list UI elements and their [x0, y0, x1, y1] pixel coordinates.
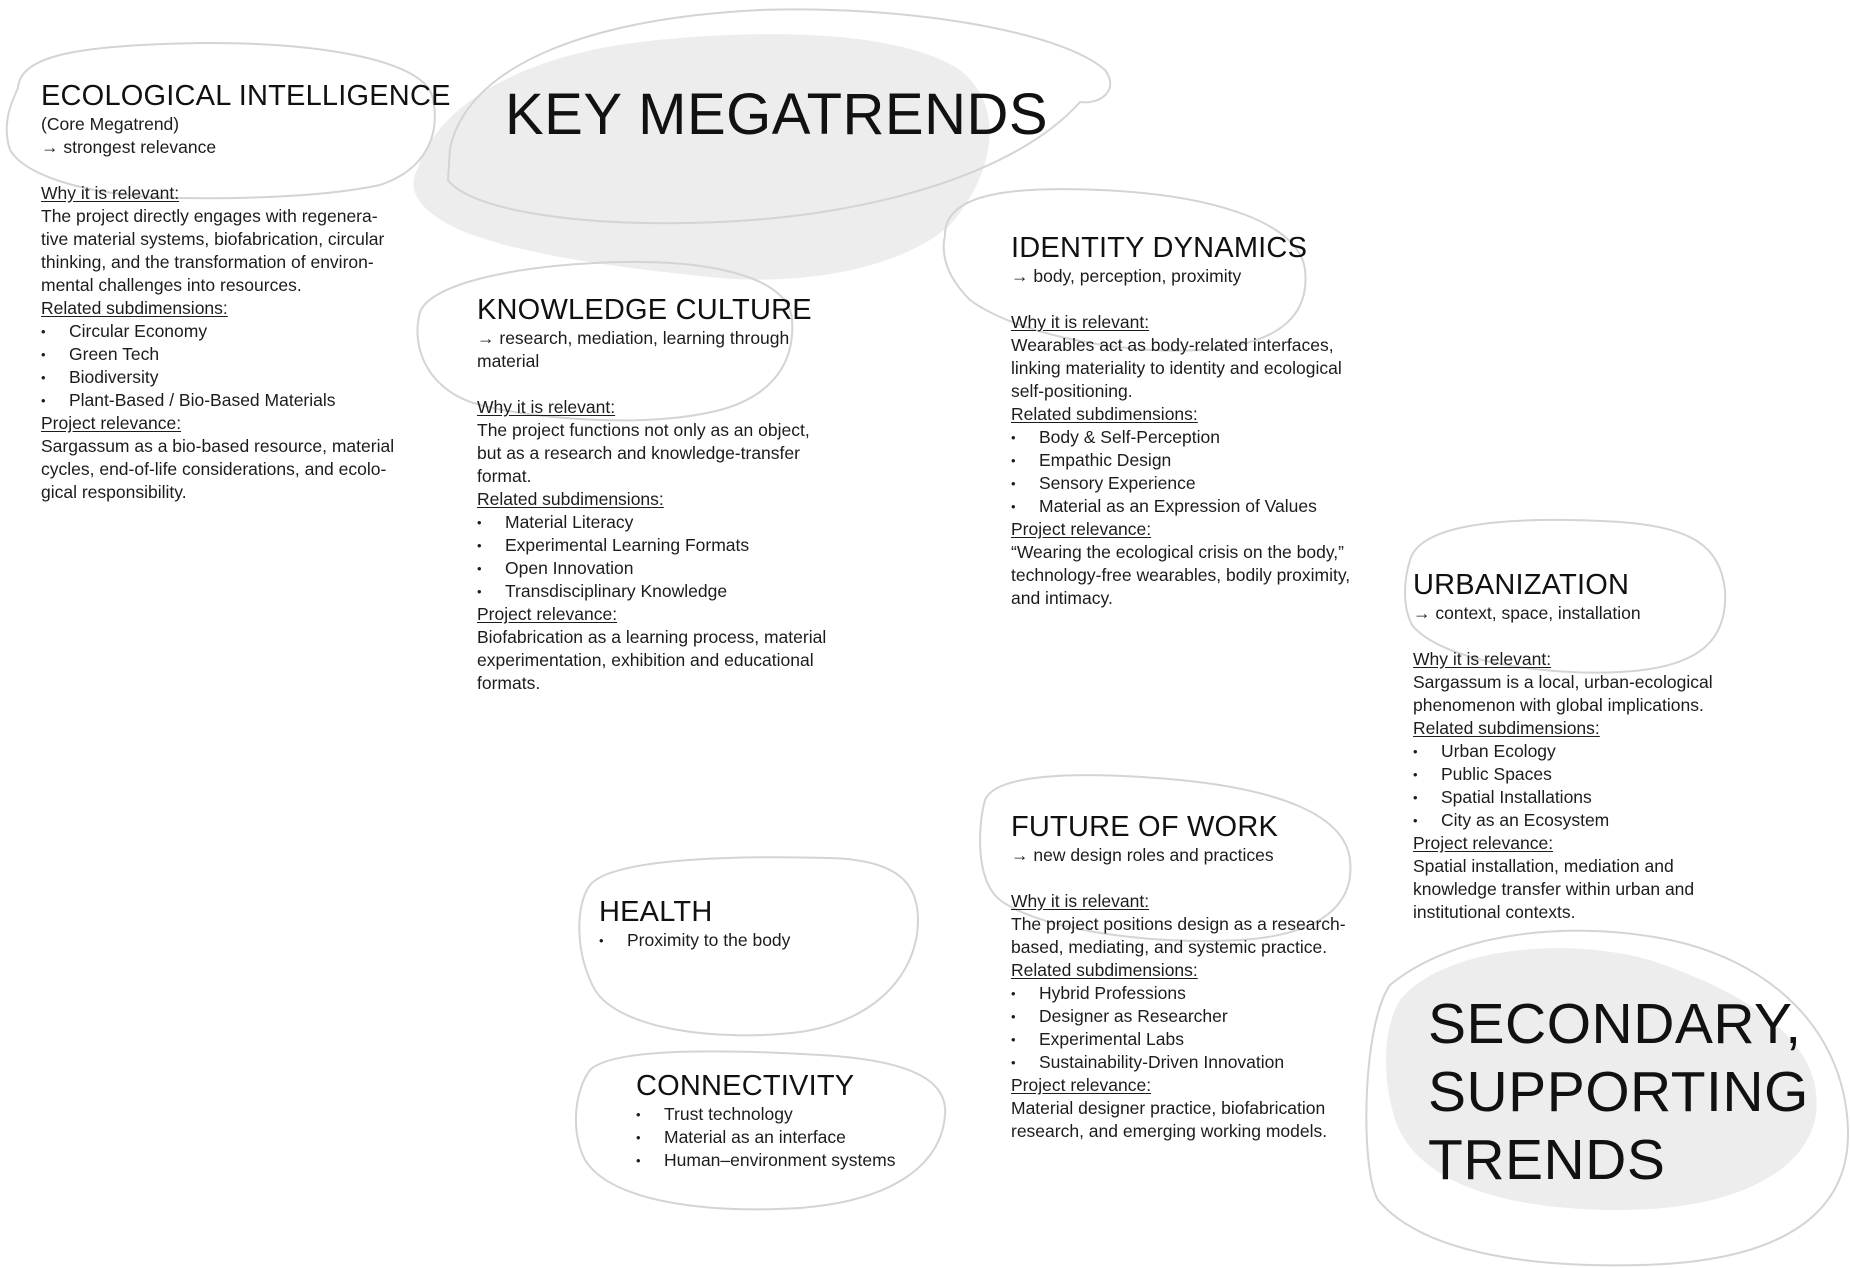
related-label: Related subdimensions:	[1413, 718, 1600, 738]
list-item: • Experimental Labs	[1011, 1028, 1411, 1051]
trend-title: HEALTH	[599, 896, 713, 928]
list-item: • Experimental Learning Formats	[477, 534, 877, 557]
trend-urbanization	[1413, 569, 1803, 924]
why-text-line: Sargassum is a local, urban-ecological	[1413, 672, 1713, 692]
subdimension-list	[1011, 982, 1411, 1074]
related-label: Related subdimensions:	[1011, 960, 1198, 980]
why-text-line: but as a research and knowledge-transfer	[477, 443, 800, 463]
why-text-line: thinking, and the transformation of environ-	[41, 252, 374, 272]
project-text-line: research, and emerging working models.	[1011, 1121, 1328, 1141]
trend-tagline: → context, space, installation	[1413, 603, 1641, 623]
trend-health	[599, 896, 919, 952]
subdimension-list	[1011, 426, 1411, 518]
why-relevant-label: Why it is relevant:	[1011, 312, 1150, 332]
trend-connectivity	[636, 1070, 956, 1172]
project-text-line: cycles, end-of-life considerations, and ecolo-	[41, 459, 387, 479]
list-item: • Urban Ecology	[1413, 740, 1803, 763]
why-text-line: format.	[477, 466, 532, 486]
why-text-line: tive material systems, biofabrication, circular	[41, 229, 385, 249]
secondary-heading-line: SECONDARY,	[1428, 992, 1802, 1056]
trend-tagline: → body, perception, proximity	[1011, 266, 1242, 286]
list-item: • City as an Ecosystem	[1413, 809, 1803, 832]
list-item: • Transdisciplinary Knowledge	[477, 580, 877, 603]
why-text-line: based, mediating, and systemic practice.	[1011, 937, 1328, 957]
why-relevant-label: Why it is relevant:	[477, 397, 616, 417]
project-text-line: technology-free wearables, bodily proximity,	[1011, 565, 1351, 585]
trend-ecological-intelligence	[41, 80, 451, 504]
subdimension-list	[477, 511, 877, 603]
list-item: • Sustainability-Driven Innovation	[1011, 1051, 1411, 1074]
list-item: • Designer as Researcher	[1011, 1005, 1411, 1028]
why-text-line: phenomenon with global implications.	[1413, 695, 1704, 715]
list-item: • Sensory Experience	[1011, 472, 1411, 495]
project-text-line: gical responsibility.	[41, 482, 187, 502]
list-item: • Material as an interface	[636, 1126, 956, 1149]
list-item: • Spatial Installations	[1413, 786, 1803, 809]
key-megatrends-heading: KEY MEGATRENDS	[505, 82, 1049, 147]
project-text-line: knowledge transfer within urban and	[1413, 879, 1695, 899]
trend-tagline: → research, mediation, learning through	[477, 328, 790, 348]
why-relevant-label: Why it is relevant:	[1413, 649, 1552, 669]
project-text-line: and intimacy.	[1011, 588, 1113, 608]
trend-title: IDENTITY DYNAMICS	[1011, 232, 1308, 264]
why-relevant-label: Why it is relevant:	[41, 183, 180, 203]
list-item: • Hybrid Professions	[1011, 982, 1411, 1005]
trend-title: ECOLOGICAL INTELLIGENCE	[41, 80, 451, 112]
project-text-line: Spatial installation, mediation and	[1413, 856, 1674, 876]
project-text-line: Material designer practice, biofabrication	[1011, 1098, 1326, 1118]
why-text-line: Wearables act as body-related interfaces,	[1011, 335, 1334, 355]
project-text-line: formats.	[477, 673, 541, 693]
list-item: • Empathic Design	[1011, 449, 1411, 472]
related-label: Related subdimensions:	[1011, 404, 1198, 424]
secondary-heading-line: TRENDS	[1428, 1128, 1666, 1192]
project-relevance-label: Project relevance:	[477, 604, 618, 624]
list-item: • Biodiversity	[41, 366, 441, 389]
trend-note: (Core Megatrend)	[41, 114, 180, 134]
related-label: Related subdimensions:	[477, 489, 664, 509]
list-item: • Human–environment systems	[636, 1149, 956, 1172]
project-relevance-label: Project relevance:	[1011, 1075, 1152, 1095]
list-item: • Circular Economy	[41, 320, 441, 343]
project-relevance-label: Project relevance:	[41, 413, 182, 433]
why-text-line: linking materiality to identity and ecological	[1011, 358, 1342, 378]
trend-tagline: → strongest relevance	[41, 137, 217, 157]
list-item: • Material Literacy	[477, 511, 877, 534]
trend-identity-dynamics	[1011, 232, 1411, 610]
related-label: Related subdimensions:	[41, 298, 228, 318]
gray-blob-key-megatrends	[413, 34, 989, 280]
project-text-line: experimentation, exhibition and educational	[477, 650, 814, 670]
why-text-line: The project functions not only as an object,	[477, 420, 810, 440]
subdimension-list	[636, 1103, 956, 1172]
trend-knowledge-culture	[477, 294, 877, 695]
list-item: • Public Spaces	[1413, 763, 1803, 786]
list-item: • Plant-Based / Bio-Based Materials	[41, 389, 441, 412]
trend-title: URBANIZATION	[1413, 569, 1630, 601]
list-item: • Open Innovation	[477, 557, 877, 580]
list-item: • Body & Self-Perception	[1011, 426, 1411, 449]
secondary-trends-heading	[1428, 990, 1809, 1194]
trend-title: KNOWLEDGE CULTURE	[477, 294, 812, 326]
project-text-line: “Wearing the ecological crisis on the body,”	[1011, 542, 1344, 562]
project-text-line: Biofabrication as a learning process, material	[477, 627, 827, 647]
list-item: • Proximity to the body	[599, 929, 919, 952]
trend-title: FUTURE OF WORK	[1011, 811, 1279, 843]
why-text-line: mental challenges into resources.	[41, 275, 302, 295]
trend-tagline: → new design roles and practices	[1011, 845, 1274, 865]
why-relevant-label: Why it is relevant:	[1011, 891, 1150, 911]
project-text-line: Sargassum as a bio-based resource, material	[41, 436, 395, 456]
secondary-heading-line: SUPPORTING	[1428, 1060, 1809, 1124]
trend-title: CONNECTIVITY	[636, 1070, 855, 1102]
list-item: • Trust technology	[636, 1103, 956, 1126]
project-relevance-label: Project relevance:	[1413, 833, 1554, 853]
list-item: • Material as an Expression of Values	[1011, 495, 1411, 518]
project-relevance-label: Project relevance:	[1011, 519, 1152, 539]
subdimension-list	[1413, 740, 1803, 832]
project-text-line: institutional contexts.	[1413, 902, 1576, 922]
trend-future-of-work	[1011, 811, 1411, 1143]
trend-tagline: material	[477, 351, 540, 371]
why-text-line: The project positions design as a research-	[1011, 914, 1346, 934]
subdimension-list	[41, 320, 441, 412]
why-text-line: The project directly engages with regenera-	[41, 206, 378, 226]
why-text-line: self-positioning.	[1011, 381, 1133, 401]
list-item: • Green Tech	[41, 343, 441, 366]
subdimension-list	[599, 929, 919, 952]
